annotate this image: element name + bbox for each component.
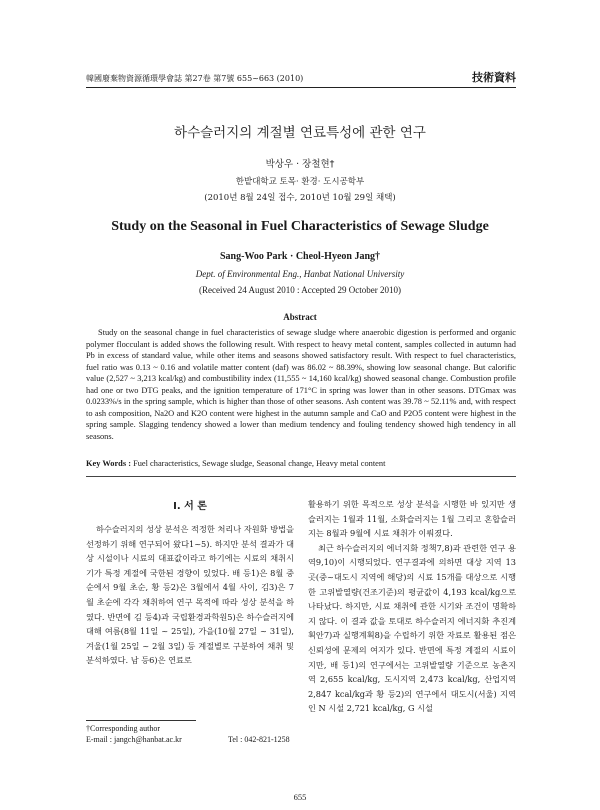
korean-authors: 박상우 · 장철현† (265, 159, 335, 170)
korean-dates: (2010년 8월 24일 접수, 2010년 10월 29일 채택) (204, 193, 396, 203)
abstract-heading: Abstract (283, 312, 317, 322)
keywords-text: Fuel characteristics, Sewage sludge, Seasonal change, Heavy metal content (133, 459, 386, 468)
left-column (86, 522, 294, 668)
page-number: 655 (293, 792, 307, 802)
paragraph: 하수슬러지의 성상 분석은 적정한 처리나 자원화 방법을 선정하기 위해 연구되어 왔다1~5). 하지만 분석 결과가 대상 시설이나 시료의 대표값이라고 하기에는 시료의 채취시기가 특정 계절에 국한된 경향이 있었다. 배 등1)은 8월 중순에서 9월 초순, 황 등2)은 3월에서 4월 사이, 김3)은 7월 초순에 각각 채취하여 연구 목적에 따라 성상 분석을 하였다. 반면에 김 등4)과 국립환경과학원5)은 하수슬러지에 대해 여름(8월 11일 ~ 25일), 가을(10월 27일 ~ 31일), 겨울(1월 25일 ~ 2월 3일) 등 계절별로 구분하여 채취 및 분석하였다. 남 등6)은 연료로 (86, 524, 294, 666)
section-title-introduction: I. 서 론 (173, 501, 207, 512)
abstract-text: Study on the seasonal change in fuel characteristics of sewage sludge where anaerobic digestion is performed and organic polymer flocculant is added shows the following result. With respect to heavy metal content, samples collected in autumn had Pb in excess of standard value, while other items and seasons showed satisfactory result. With respect to fuel characteristics, fuel ratio was 0.13 ~ 0.16 and volatile matter content (daf) was 86.02 ~ 88.39%, showing low seasonal change. But calorific value (2,527 ~ 3,213 kcal/kg) and combustibility index (11,555 ~ 14,160 kcal/kg) showed seasonal change. Combustion profile had one or two DTG peaks, and the ignition temperature of 171°C in spring was lower than in other seasons. DTGmax was 0.0233%/s in the spring sample, which is higher than those of other seasons. Ash content was 39.78 ~ 52.11% and, with respect to ash composition, Na2O and K2O content were highest in the autumn sample and CaO and P2O5 content were highest in the spring sample. Slagging tendency showed a lower than medium tendency and fouling tendency showed high tendency in all seasons. (86, 328, 516, 441)
journal-citation: 韓國廢棄物資源循環學會誌 第27卷 第7號 655~663 (2010) (86, 74, 304, 83)
section-label: 技術資料 (472, 71, 516, 84)
korean-title: 하수슬러지의 계절별 연료특성에 관한 연구 (174, 125, 426, 141)
keywords (86, 459, 516, 468)
english-affiliation: Dept. of Environmental Eng., Hanbat National University (195, 269, 405, 279)
keywords-label: Key Words : (86, 459, 131, 468)
english-title: Study on the Seasonal in Fuel Characteristics of Sewage Sludge (111, 219, 489, 234)
running-header (86, 67, 516, 87)
paragraph: 최근 하수슬러지의 에너지화 정책7,8)과 관련한 연구 용역9,10)이 시행되었다. 연구결과에 의하면 대상 지역 13곳(중~대도시 지역에 해당)의 시료 15개를 대상으로 시행한 고위발열량(건조기준)의 평균값이 4,193 kcal/kg으로 나타났다. 하지만, 시료 채취에 관한 시기와 조건이 명확하지 않다. 이 결과 값을 토대로 하수슬러지 에너지화 추진계획안7)과 실행계획8)을 수립하기 위한 자료로 활용된 점은 신뢰성에 문제의 여지가 있다. 반면에 특정 계절의 시료이지만, 배 등1)의 연구에서는 고위발열량 기준으로 농촌지역 2,655 kcal/kg, 도시지역 2,473 kcal/kg, 산업지역 2,847 kcal/kg과 황 등2)의 연구에서 대도시(서울) 지역인 N 시설 2,721 kcal/kg, G 시설 (308, 542, 516, 714)
footnote-rule (86, 720, 196, 721)
english-authors: Sang-Woo Park · Cheol-Hyeon Jang† (219, 251, 380, 262)
header-rule (86, 87, 516, 88)
footnote-corresponding: †Corresponding author (86, 724, 160, 733)
footnote-email: E-mail : jangch@hanbat.ac.kr (86, 735, 182, 744)
footnote-tel: Tel : 042-821-1258 (228, 735, 290, 744)
footnote-contact (86, 735, 296, 744)
english-dates: (Received 24 August 2010 : Accepted 29 October 2010) (199, 285, 401, 295)
paragraph: 활용하기 위한 목적으로 성상 분석을 시행한 바 있지만 생슬러지는 1월과 11월, 소화슬러지는 1월 그리고 혼합슬러지는 8월과 9월에 시료 채취가 이뤄졌다. (308, 499, 516, 539)
korean-affiliation: 한밭대학교 토목· 환경· 도시공학부 (235, 177, 365, 187)
abstract-rule (86, 476, 516, 477)
right-column (308, 497, 516, 716)
